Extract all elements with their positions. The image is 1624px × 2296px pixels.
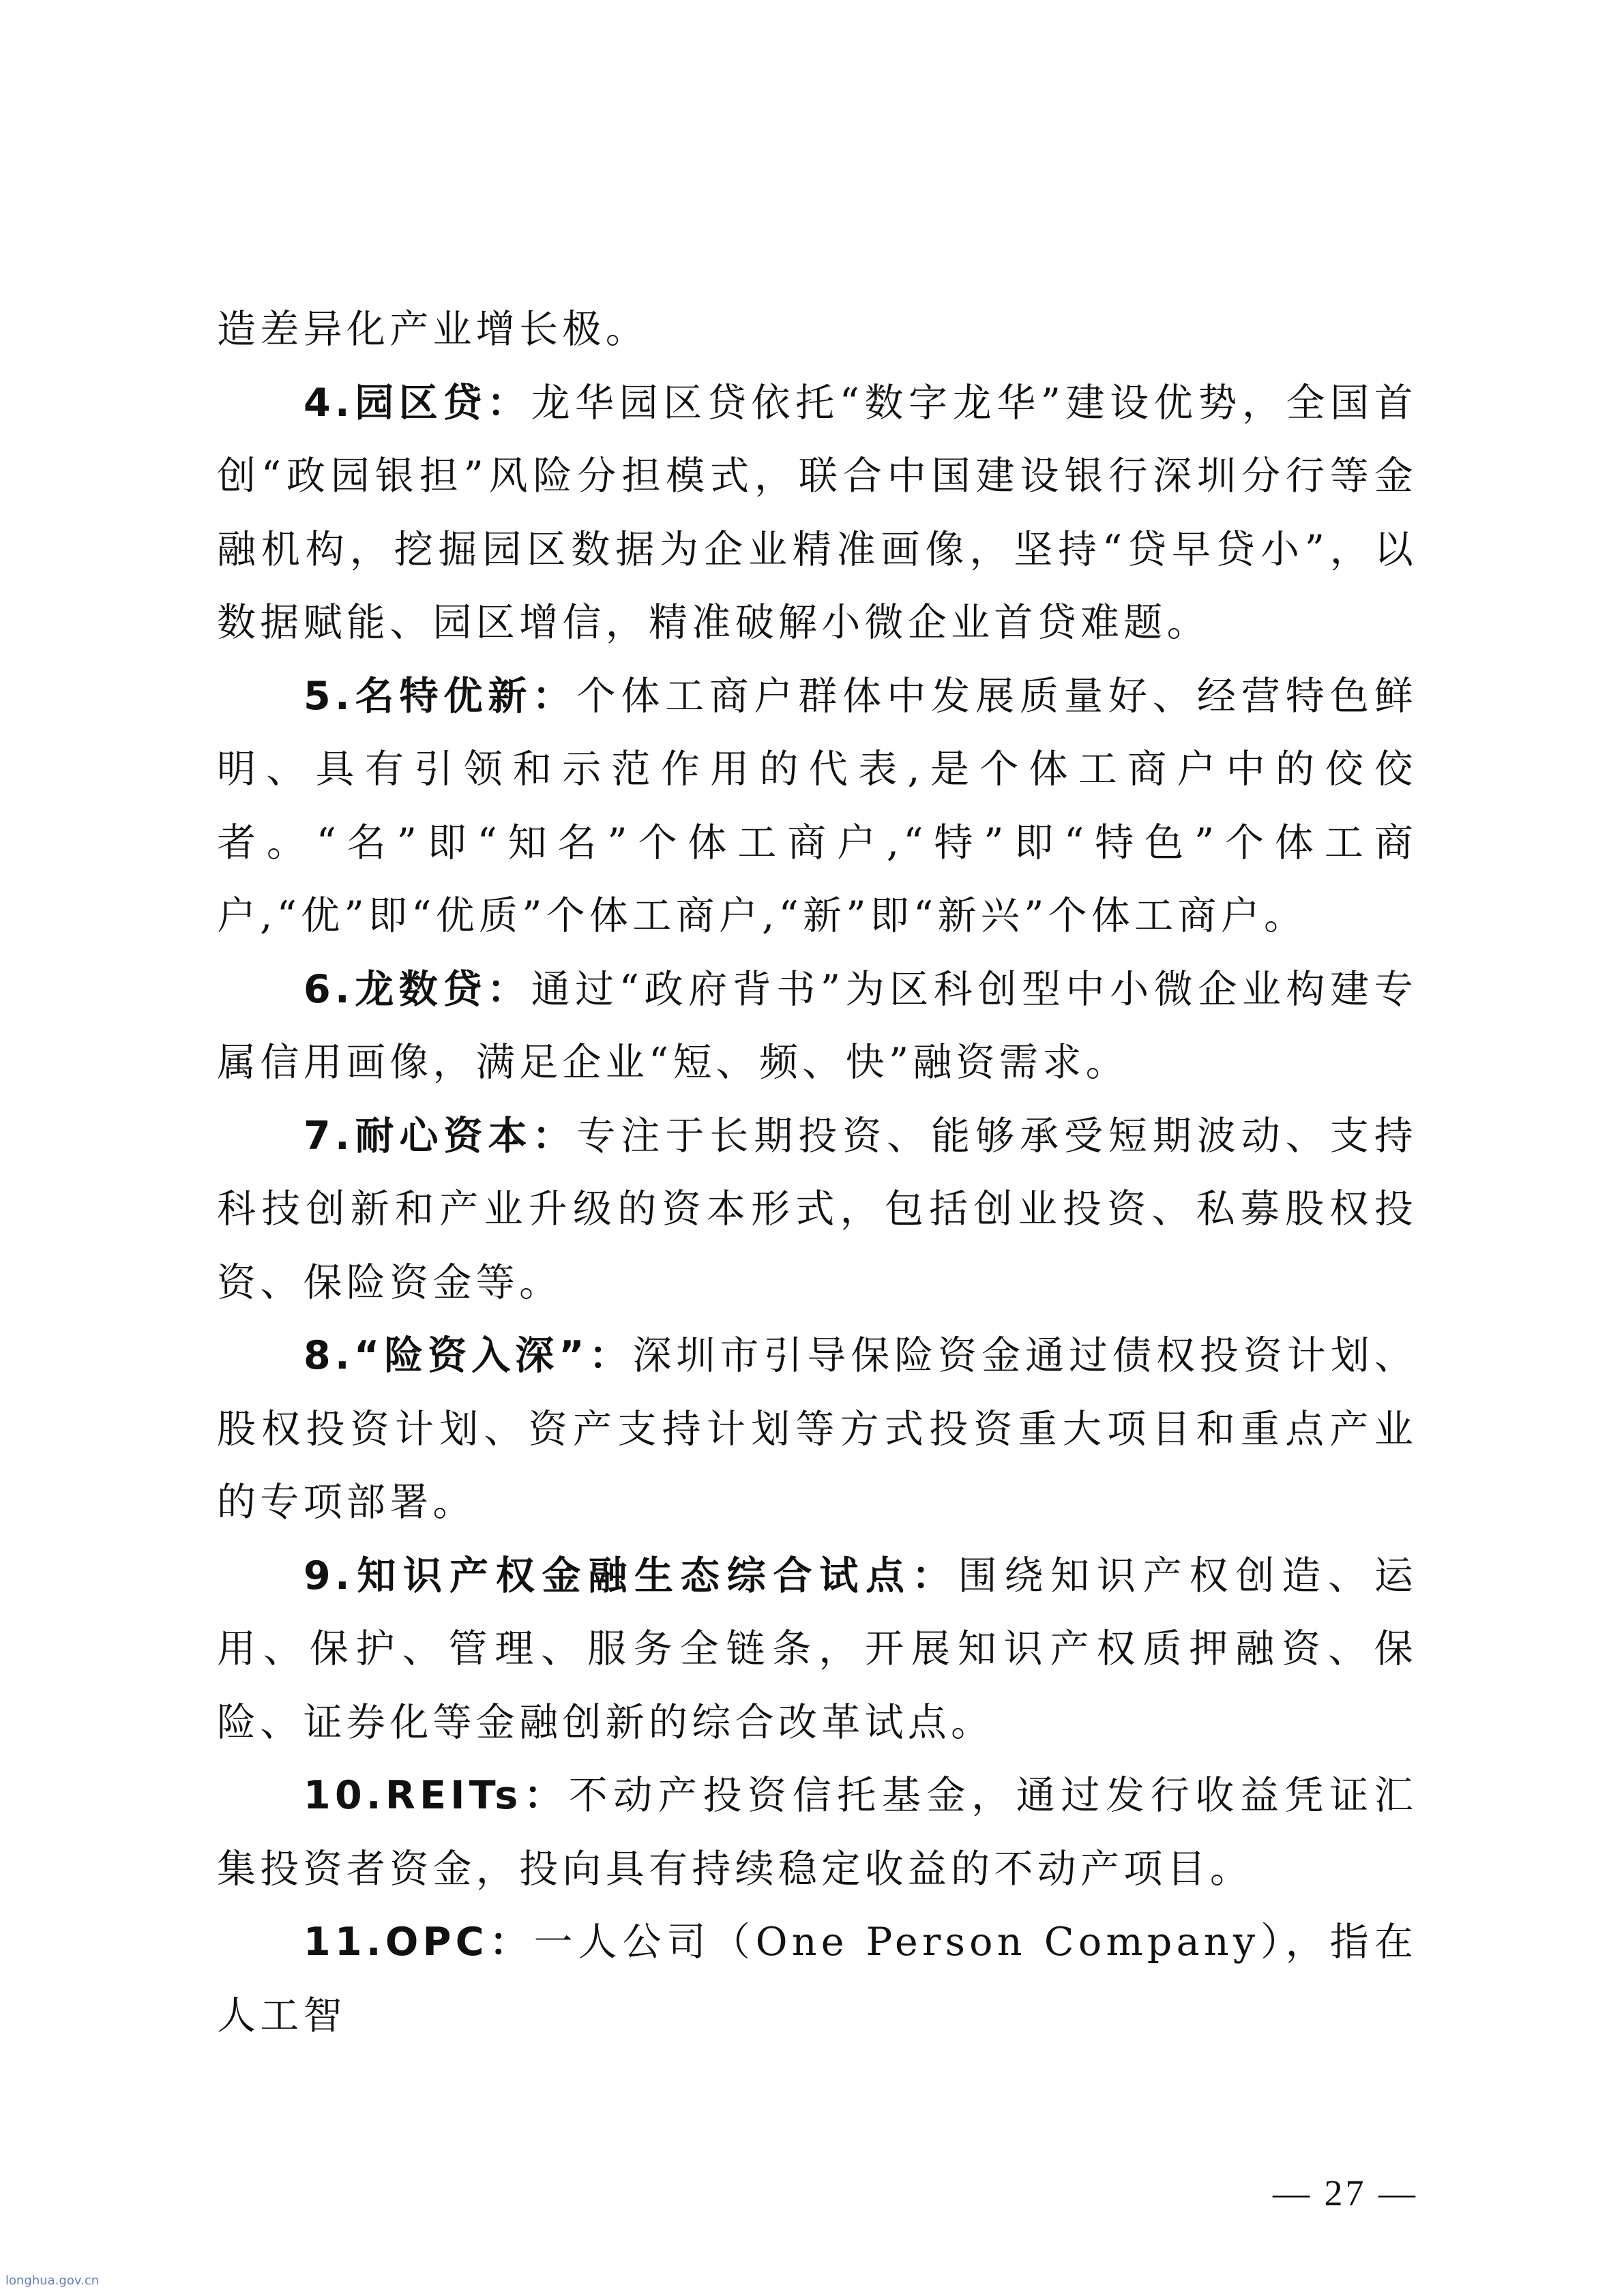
term-heading: 4.园区贷： [304,380,531,426]
paragraph-text: 不动产投资信托基金，通过发行收益凭证汇集投资者资金，投向具有持续稳定收益的不动产项目。 [217,1773,1418,1892]
term-heading: 9.知识产权金融生态综合试点： [304,1553,958,1598]
page-number: — 27 — [1273,2173,1418,2213]
paragraph-ip-finance-pilot [217,1540,1417,1760]
paragraph-naixinziben [217,1100,1417,1320]
site-watermark: longhua.gov.cn [5,2273,100,2288]
paragraph-text: 专注于长期投资、能够承受短期波动、支持科技创新和产业升级的资本形式，包括创业投资、私募股权投资、保险资金等。 [217,1113,1417,1305]
paragraph-text: 深圳市引导保险资金通过债权投资计划、股权投资计划、资产支持计划等方式投资重大项目和重点产业的专项部署。 [217,1333,1418,1525]
paragraph-mingteyouxin [217,660,1417,953]
paragraph-0 [217,293,1417,367]
term-heading: 7.耐心资本： [304,1113,577,1159]
term-heading: 6.龙数贷： [304,966,531,1012]
paragraph-yuanqudai [217,367,1417,660]
paragraph-text: 通过“政府背书”为区科创型中小微企业构建专属信用画像，满足企业“短、频、快”融资需求。 [217,966,1417,1085]
paragraph-text: 造差异化产业增长极。 [217,307,649,352]
paragraph-reits [217,1759,1417,1906]
paragraph-xianzirushen [217,1320,1417,1540]
paragraph-text: 一人公司（One Person Company），指在人工智 [217,1920,1417,2038]
paragraph-text: 围绕知识产权创造、运用、保护、管理、服务全链条，开展知识产权质押融资、保险、证券化等金融创新的综合改革试点。 [217,1553,1417,1745]
term-heading: 10.REITs： [304,1773,569,1818]
document-body [217,293,1417,2053]
paragraph-text: 个体工商户群体中发展质量好、经营特色鲜明、具有引领和示范作用的代表,是个体工商户中的佼佼者。“名”即“知名”个体工商户,“特”即“特色”个体工商户,“优”即“优质”个体工商户,“新”即“新兴”个体工商户。 [217,673,1417,938]
paragraph-text: 龙华园区贷依托“数字龙华”建设优势，全国首创“政园银担”风险分担模式，联合中国建设银行深圳分行等金融机构，挖掘园区数据为企业精准画像，坚持“贷早贷小”，以数据赋能、园区增信，精准破解小微企业首贷难题。 [217,380,1417,645]
term-heading: 11.OPC： [304,1920,534,1965]
paragraph-opc [217,1906,1417,2053]
paragraph-longshudai [217,953,1417,1100]
term-heading: 8.“险资入深”： [304,1333,633,1378]
term-heading: 5.名特优新： [304,673,577,719]
